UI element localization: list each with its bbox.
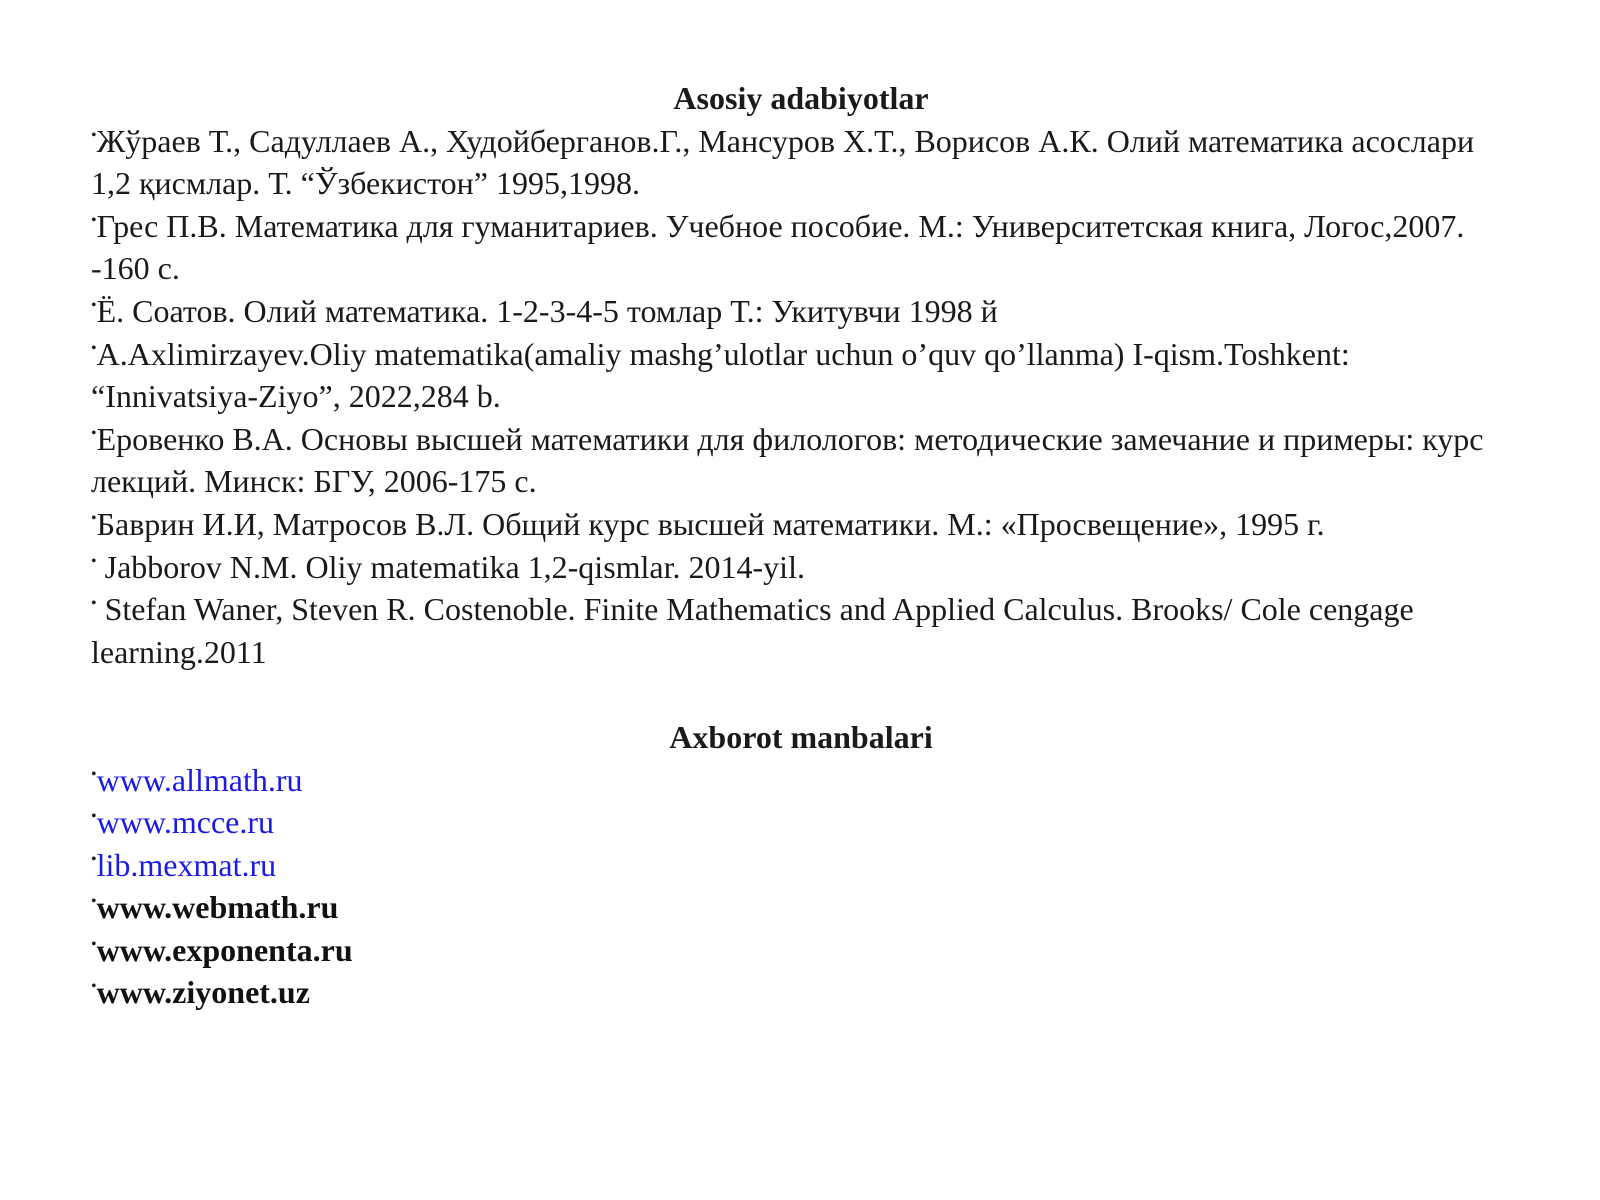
bullet-icon: • [91, 509, 97, 527]
literature-item-text: Jabborov N.M. Oliy matematika 1,2-qismlar. 2014-yil. [96, 548, 805, 585]
literature-item-8 [91, 588, 1511, 673]
source-link-mcce[interactable]: www.mcce.ru [96, 804, 275, 841]
literature-item-text: Stefan Waner, Steven R. Costenoble. Finite Mathematics and Applied Calculus. Brooks/ Cole cengage learning.2011 [91, 591, 1422, 670]
literature-heading: Asosiy adabiyotlar [673, 80, 929, 116]
bullet-icon: • [91, 765, 97, 783]
source-link-ziyonet: www.ziyonet.uz [96, 974, 310, 1011]
bullet-icon: • [91, 126, 97, 144]
bullet-icon: • [91, 978, 97, 996]
source-item-5 [91, 929, 1511, 972]
sources-heading: Axborot manbalari [669, 718, 933, 755]
literature-item-text: Еровенко В.А. Основы высшей математики для филологов: методические замечание и примеры: курс лекций. Минск: БГУ, 2006-175 с. [91, 420, 1484, 500]
bullet-icon: • [91, 296, 97, 314]
source-item-3 [91, 844, 1511, 887]
source-item-6 [91, 971, 1511, 1014]
bullet-icon: • [91, 808, 97, 826]
bullet-icon: • [91, 935, 97, 953]
source-link-mexmat[interactable]: lib.mexmat.ru [96, 846, 277, 883]
source-link-allmath[interactable]: www.allmath.ru [96, 761, 303, 798]
literature-item-2 [91, 205, 1511, 290]
bullet-icon: • [91, 339, 97, 357]
bullet-icon: • [91, 595, 97, 613]
bullet-icon: • [91, 552, 97, 570]
bullet-icon: • [91, 211, 97, 229]
source-item-2 [91, 801, 1511, 844]
bullet-icon: • [91, 893, 97, 911]
source-item-1 [91, 759, 1511, 802]
literature-item-text: Жўраев Т., Садуллаев А., Худойберганов.Г., Мансуров Х.Т., Ворисов А.К. Олий математика асослари 1,2 қисмлар. Т. “Ўзбекистон” 1995,1998. [91, 122, 1475, 202]
literature-item-text: A.Axlimirzayev.Oliy matematika(amaliy mashg’ulotlar uchun o’quv qo’llanma) I-qism.Toshkent: “Innivatsiya-Ziyo”, 2022,284 b. [91, 335, 1350, 415]
literature-item-6 [91, 503, 1511, 546]
source-item-4 [91, 886, 1511, 929]
slide-content [91, 77, 1511, 1014]
literature-item-text: Баврин И.И, Матросов В.Л. Общий курс высшей математики. М.: «Просвещение», 1995 г. [96, 505, 1325, 542]
bullet-icon: • [91, 850, 97, 868]
source-link-webmath: www.webmath.ru [96, 889, 339, 926]
literature-item-1 [91, 120, 1511, 205]
sources-list [91, 759, 1511, 1015]
literature-item-text: Ё. Соатов. Олий математика. 1-2-3-4-5 томлар Т.: Укитувчи 1998 й [96, 292, 998, 329]
source-link-exponenta: www.exponenta.ru [96, 931, 353, 968]
literature-item-text: Грес П.В. Математика для гуманитариев. Учебное пособие. М.: Университетская книга, Логос,2007. -160 с. [91, 207, 1465, 287]
literature-list [91, 120, 1511, 674]
section-spacer [91, 673, 1511, 716]
bullet-icon: • [91, 424, 97, 442]
literature-item-7 [91, 546, 1511, 589]
literature-item-5 [91, 418, 1511, 503]
literature-item-3 [91, 290, 1511, 333]
literature-item-4 [91, 333, 1511, 418]
